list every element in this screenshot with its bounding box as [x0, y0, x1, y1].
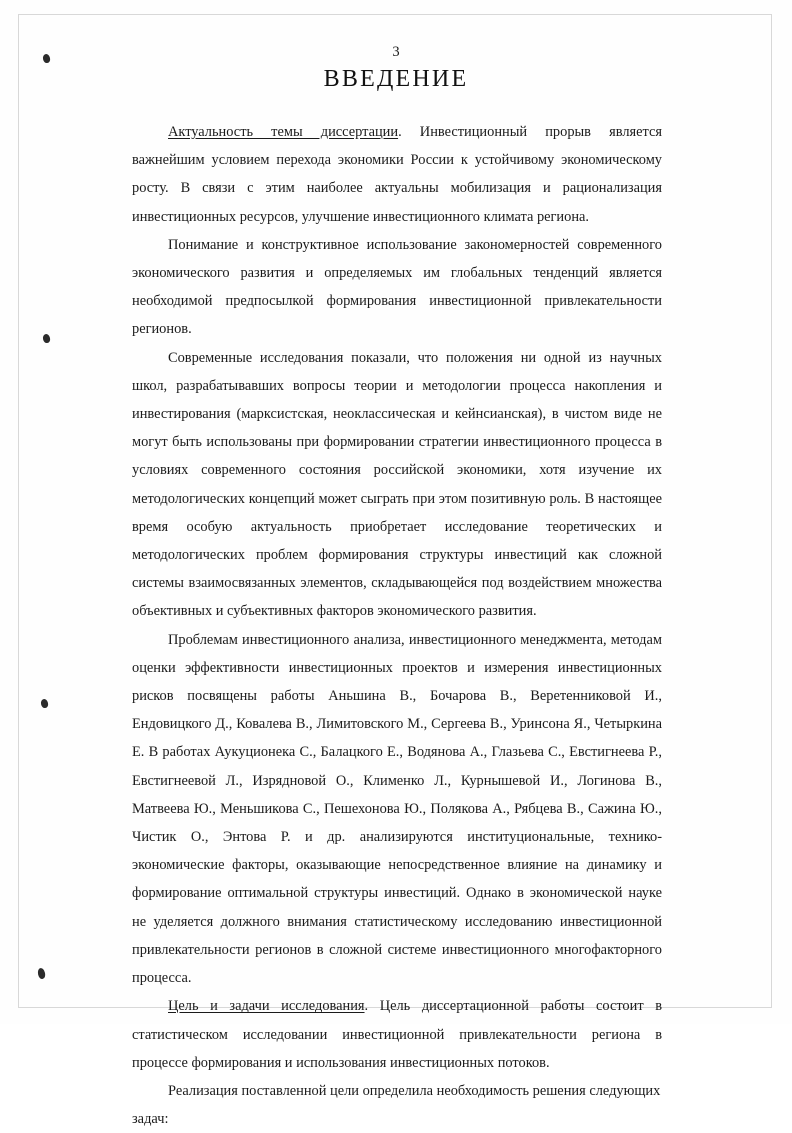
- paragraph-3-text: Современные исследования показали, что положения ни одной из научных школ, разрабатывавших вопросы теории и методологии процесса накопления и инвестирования (марксистская, неоклассическая и кейнсианская), в чистом виде не могут быть использованы при формировании стратегии инвестиционного процесса в условиях современного состояния российской экономики, хотя изучение их методологических концепций может сыграть при этом позитивную роль. В настоящее время особую актуальность приобретает исследование теоретических и методологических проблем формирования структуры инвестиций как сложной системы взаимосвязанных элементов, складывающейся под воздействием множества объективных и субъективных факторов экономического развития.: [132, 349, 662, 620]
- page-title: ВВЕДЕНИЕ: [323, 66, 469, 92]
- page-number: 3: [392, 44, 400, 60]
- paragraph-5-text: . Цель диссертационной работы состоит в статистическом исследовании инвестиционной привлекательности региона в процессе формирования и использования инвестиционных потоков.: [132, 998, 663, 1071]
- paragraph-4: [132, 626, 662, 993]
- paragraph-5: [132, 992, 662, 1077]
- paragraph-2: [132, 231, 662, 344]
- paragraph-6: [132, 1077, 662, 1133]
- paragraph-5-lead: Цель и задачи исследования: [168, 998, 365, 1015]
- paragraph-1: [132, 118, 662, 231]
- paragraph-4-text: Проблемам инвестиционного анализа, инвестиционного менеджмента, методам оценки эффективности инвестиционных проектов и измерения инвестиционных рисков посвящены работы Аньшина В., Бочарова В., Веретенниковой И., Ендовицкого Д., Ковалева В., Лимитовского М., Сергеева В., Уринсона Я., Четыркина Е. В работах Аукуционека С., Балацкого Е., Водянова А., Глазьева С., Евстигнеева Р., Евстигнеевой Л., Изрядновой О., Клименко Л., Курнышевой И., Логинова В., Матвеева Ю., Меньшикова С., Пешехонова Ю., Полякова А., Рябцева В., Сажина Ю., Чистик О., Энтова Р. и др. анализируются институциональные, технико-экономические факторы, оказывающие непосредственное влияние на динамику и формирование оптимальной структуры инвестиций. Однако в экономической науке не уделяется должного внимания статистическому исследованию инвестиционной привлекательности регионов в сложной системе инвестиционного многофакторного процесса.: [132, 631, 662, 987]
- paragraph-1-lead: Актуальность темы диссертации: [168, 124, 399, 140]
- paragraph-6-text: Реализация поставленной цели определила необходимость решения следующих задач:: [132, 1082, 661, 1128]
- paragraph-2-text: Понимание и конструктивное использование закономерностей современного экономического развития и определяемых им глобальных тенденций является необходимой предпосылкой формирования инвестиционной привлекательности регионов.: [132, 236, 662, 338]
- paragraph-1-text: . Инвестиционный прорыв является важнейшим условием перехода экономики России к устойчивому экономическому росту. В связи с этим наиболее актуальны мобилизация и рационализация инвестиционных ресурсов, улучшение инвестиционного климата региона.: [132, 124, 662, 225]
- document-body: [132, 118, 662, 1133]
- paragraph-3: [132, 344, 662, 626]
